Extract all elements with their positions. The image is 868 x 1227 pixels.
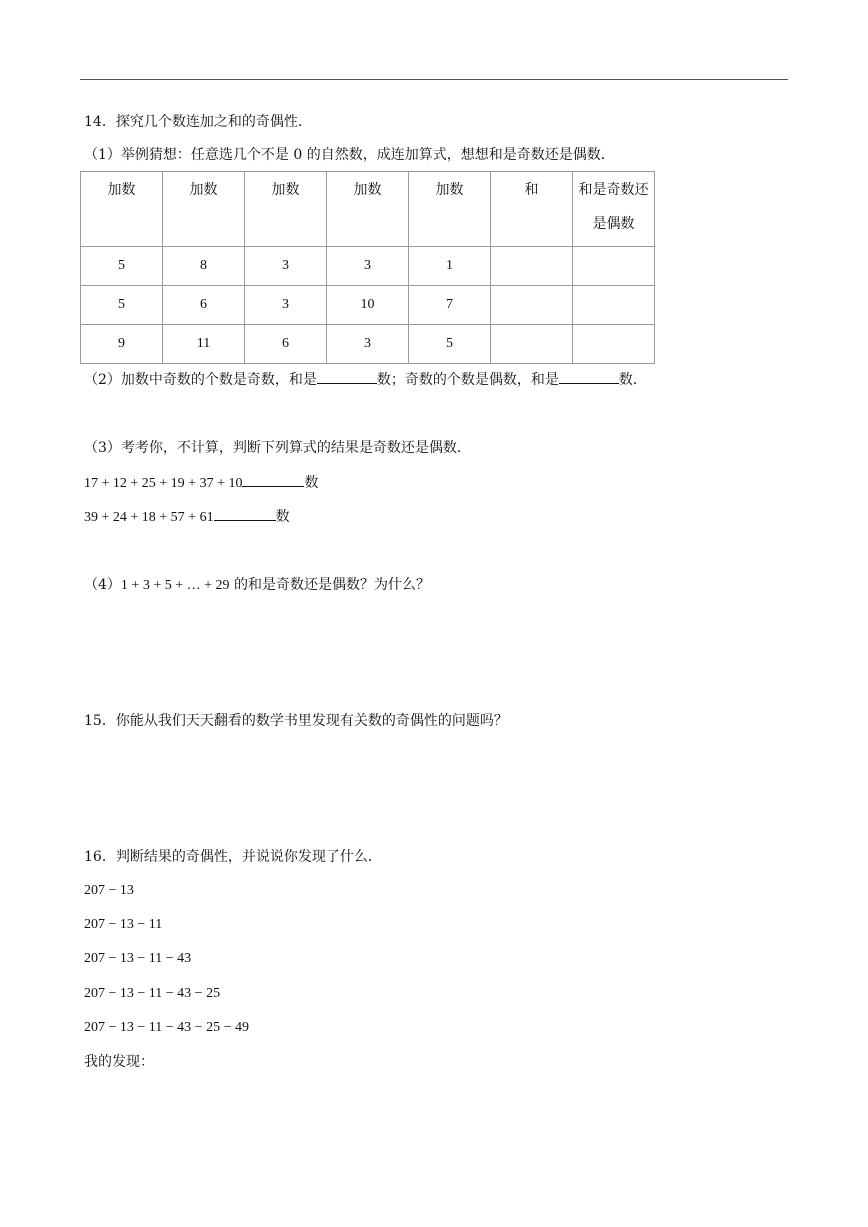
part2-text-c: 数． [618, 372, 647, 388]
q16-expression: 207 − 13 [84, 883, 134, 898]
sum-answer-cell[interactable] [491, 247, 573, 286]
table-row [81, 286, 655, 325]
table-cell: 11 [163, 325, 245, 364]
table-cell: 10 [327, 286, 409, 325]
expr1-suffix: 数 [304, 475, 319, 491]
part4-suffix: 的和是奇数还是偶数？为什么？ [229, 577, 430, 593]
part2-text-a: （2）加数中奇数的个数是奇数，和是 [84, 372, 317, 388]
table-cell: 5 [81, 247, 163, 286]
table-cell: 3 [327, 247, 409, 286]
table-header-row [81, 172, 655, 247]
sum-answer-cell[interactable] [491, 325, 573, 364]
header-cell: 加数 [81, 172, 163, 247]
q14-title: 14．探究几个数连加之和的奇偶性． [84, 114, 312, 130]
q16-expression: 207 − 13 − 11 − 43 − 25 [84, 986, 221, 1001]
q14-expr1-line [84, 473, 318, 493]
table-cell: 7 [409, 286, 491, 325]
table-cell: 5 [409, 325, 491, 364]
table-cell: 3 [245, 247, 327, 286]
addend-table [80, 171, 655, 364]
part2-text-b: 数；奇数的个数是偶数，和是 [376, 372, 559, 388]
header-cell: 加数 [163, 172, 245, 247]
q16-expression: 207 − 13 − 11 − 43 − 25 − 49 [84, 1020, 249, 1035]
parity-answer-cell[interactable] [573, 286, 655, 325]
q16-title: 16．判断结果的奇偶性，并说说你发现了什么． [84, 849, 382, 865]
answer-blank-expr2[interactable] [214, 507, 276, 521]
sum-answer-cell[interactable] [491, 286, 573, 325]
header-cell-parity [573, 172, 655, 247]
q14-expr2-line [84, 507, 290, 527]
answer-blank-sum-even[interactable] [559, 370, 619, 384]
q15-title: 15．你能从我们天天翻看的数学书里发现有关数的奇偶性的问题吗？ [84, 713, 508, 729]
parity-answer-cell[interactable] [573, 247, 655, 286]
q16-expression: 207 − 13 − 11 − 43 [84, 951, 192, 966]
q14-part1: （1）举例猜想：任意选几个不是 0 的自然数，成连加算式，想想和是奇数还是偶数． [84, 147, 615, 163]
header-cell: 加数 [327, 172, 409, 247]
parity-answer-cell[interactable] [573, 325, 655, 364]
table-cell: 3 [245, 286, 327, 325]
table-row [81, 325, 655, 364]
answer-blank-sum-odd[interactable] [317, 370, 377, 384]
part4-expression: 1 + 3 + 5 + … + 29 [120, 578, 230, 593]
table-cell: 5 [81, 286, 163, 325]
header-parity-line2: 是偶数 [592, 217, 635, 232]
header-cell: 加数 [409, 172, 491, 247]
header-cell-sum: 和 [491, 172, 573, 247]
answer-blank-expr1[interactable] [242, 473, 304, 487]
q14-part4 [84, 576, 430, 595]
table-cell: 3 [327, 325, 409, 364]
expression: 17 + 12 + 25 + 19 + 37 + 10 [84, 476, 243, 491]
q14-part3: （3）考考你，不计算，判断下列算式的结果是奇数还是偶数． [84, 440, 471, 456]
header-parity-line1: 和是奇数还 [578, 183, 649, 198]
q14-part2 [84, 370, 647, 389]
table-row [81, 247, 655, 286]
q16-expression: 207 − 13 − 11 [84, 917, 163, 932]
expr2-suffix: 数 [275, 509, 290, 525]
table-cell: 1 [409, 247, 491, 286]
header-cell: 加数 [245, 172, 327, 247]
table-cell: 8 [163, 247, 245, 286]
q16-finding-label: 我的发现： [84, 1054, 154, 1070]
table-cell: 6 [245, 325, 327, 364]
table-cell: 9 [81, 325, 163, 364]
table-cell: 6 [163, 286, 245, 325]
expression: 39 + 24 + 18 + 57 + 61 [84, 510, 214, 525]
header-rule [80, 79, 788, 80]
part4-prefix: （4） [84, 577, 121, 593]
